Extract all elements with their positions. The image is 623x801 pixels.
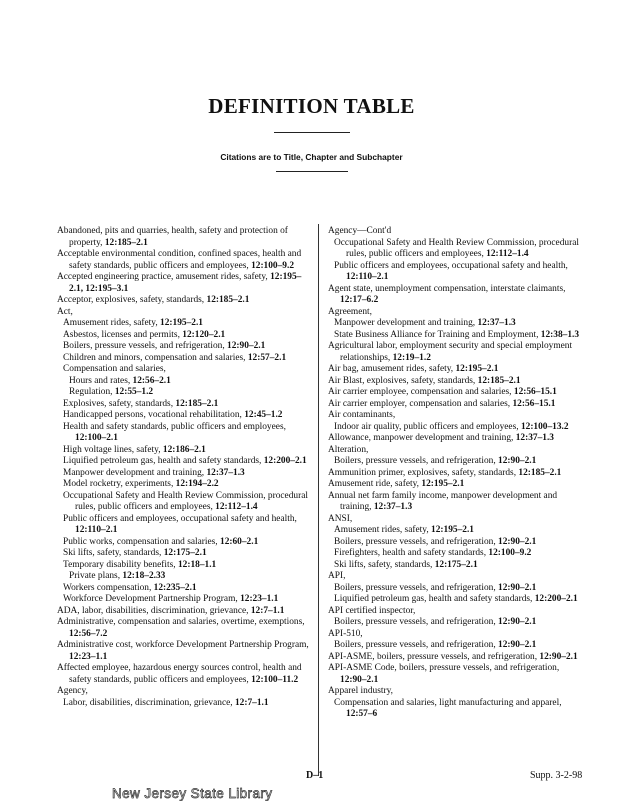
right-column	[328, 226, 585, 721]
entry-term: Ski lifts, safety, standards,	[63, 548, 164, 558]
entry-term: Firefighters, health and safety standards,	[334, 548, 489, 558]
entry-term: Boilers, pressure vessels, and refrigeration,	[334, 536, 499, 547]
entry-citation: 12:200–2.1	[263, 456, 307, 466]
entry-term: Public officers and employees, occupational safety and health,	[63, 513, 297, 524]
entry-citation: 12:90–2.1	[539, 651, 578, 662]
entry-citation: 12:112–1.4	[486, 249, 529, 259]
supplement-date: Supp. 3-2-98	[530, 770, 583, 781]
entry-term: Amusement ride, safety,	[328, 479, 422, 489]
index-entry	[57, 606, 313, 618]
index-entry	[57, 249, 313, 272]
entry-citation: 12:195–2.1	[455, 364, 499, 374]
entry-term: Labor, disabilities, discrimination, grievance,	[63, 697, 235, 708]
index-entry	[328, 629, 585, 641]
entry-term: API,	[328, 571, 346, 581]
entry-term: Boilers, pressure vessels, and refrigeration,	[334, 617, 499, 627]
entry-term: Accepted engineering practice, amusement rides, safety,	[57, 272, 271, 282]
entry-citation: 12:45–1.2	[244, 410, 283, 420]
entry-citation: 12:57–6	[346, 709, 378, 719]
entry-term: Explosives, safety, standards,	[63, 398, 176, 409]
index-entry	[334, 456, 585, 468]
entry-citation: 12:7–1.1	[250, 605, 285, 616]
index-entry	[334, 640, 585, 652]
entry-term: Administrative, compensation and salaries, overtime, exemptions,	[57, 617, 305, 627]
entry-citation: 12:37–1.3	[515, 433, 554, 443]
index-entry	[328, 364, 585, 376]
page-subtitle: Citations are to Title, Chapter and Subchapter	[220, 152, 403, 162]
entry-term: Administrative cost, workforce Development Partnership Program,	[57, 640, 309, 650]
entry-citation: 12:90–2.1	[227, 341, 266, 351]
entry-term: Liquified petroleum gas, health and safety standards,	[334, 594, 535, 604]
entry-term: API-ASME, boilers, pressure vessels, and refrigeration,	[328, 651, 540, 662]
entry-term: High voltage lines, safety,	[63, 444, 163, 455]
index-entry	[328, 445, 585, 457]
index-entry	[57, 617, 313, 640]
entry-citation: 12:195–2.1	[421, 479, 465, 489]
entry-citation: 12:185–2.1	[206, 295, 250, 305]
entry-term: Air contaminants,	[328, 410, 396, 420]
index-entry	[63, 353, 313, 365]
entry-term: Public works, compensation and salaries,	[63, 536, 220, 547]
entry-term: Abandoned, pits and quarries, health, safety and protection of property,	[57, 226, 288, 248]
entry-citation: 12:90–2.1	[498, 640, 537, 650]
entry-citation: 12:112–1.4	[215, 502, 258, 512]
index-entry	[63, 491, 313, 514]
entry-citation: 12:7–1.1	[234, 697, 269, 708]
entry-citation: 12:194–2.2	[175, 479, 219, 489]
entry-term: Private plans,	[69, 571, 123, 581]
entry-term: Agent state, unemployment compensation, interstate claimants,	[328, 283, 566, 294]
entry-term: Manpower development and training,	[63, 467, 207, 478]
entry-citation: 12:195–2.1, 12:195–3.1	[69, 272, 302, 294]
index-entry	[328, 341, 585, 364]
entry-citation: 12:120–2.1	[182, 329, 226, 340]
index-entry	[328, 307, 585, 319]
index-entry	[63, 330, 313, 342]
index-entry	[63, 560, 313, 572]
entry-term: Agency,	[57, 686, 88, 696]
index-entry	[63, 364, 313, 376]
entry-citation: 12:56–15.1	[512, 398, 556, 409]
index-entry	[63, 445, 313, 457]
entry-term: Apparel industry,	[328, 686, 394, 696]
entry-term: Workers compensation,	[63, 582, 154, 593]
entry-citation: 12:100–9.2	[251, 260, 295, 271]
index-entry	[63, 537, 313, 549]
entry-citation: 12:17–6.2	[340, 295, 379, 305]
index-entry	[334, 583, 585, 595]
entry-term: Health and safety standards, public officers and employees,	[63, 421, 286, 432]
index-entry	[63, 341, 313, 353]
entry-term: Air carrier employee, compensation and salaries,	[328, 387, 514, 397]
index-entry	[328, 652, 585, 664]
entry-term: Boilers, pressure vessels, and refrigeration,	[334, 640, 499, 650]
index-entry	[63, 318, 313, 330]
index-entry	[334, 261, 585, 284]
entry-citation: 12:56–15.1	[513, 387, 557, 397]
entry-citation: 12:185–2.1	[175, 398, 219, 409]
title-rule-top	[274, 132, 350, 133]
index-entry	[63, 583, 313, 595]
index-entry	[328, 410, 585, 422]
index-entry	[69, 387, 313, 399]
index-entry	[334, 617, 585, 629]
index-entry	[57, 686, 313, 698]
index-entry	[328, 376, 585, 388]
entry-citation: 12:100–2.1	[75, 433, 118, 443]
index-entry	[328, 387, 585, 399]
entry-citation: 12:175–2.1	[163, 548, 207, 558]
entry-term: Amusement rides, safety,	[63, 318, 161, 328]
entry-term: Ski lifts, safety, standards,	[334, 559, 435, 570]
index-entry	[63, 456, 313, 468]
index-entry	[328, 226, 585, 238]
index-entry	[334, 537, 585, 549]
index-entry	[334, 560, 585, 572]
entry-term: ANSI,	[328, 513, 353, 524]
entry-citation: 12:90–2.1	[498, 536, 537, 547]
entry-citation: 12:38–1.3	[540, 329, 580, 340]
index-entry	[63, 410, 313, 422]
index-entry	[57, 226, 313, 249]
index-entry	[334, 698, 585, 721]
entry-term: ADA, labor, disabilities, discrimination, grievance,	[57, 605, 251, 616]
entry-citation: 12:100–13.2	[520, 421, 569, 432]
entry-citation: 12:56–7.2	[69, 628, 108, 639]
index-entry	[63, 594, 313, 606]
title-rule-bottom	[276, 171, 348, 172]
index-entry	[328, 686, 585, 698]
entry-citation: 12:195–2.1	[160, 318, 203, 328]
entry-term: Children and minors, compensation and salaries,	[63, 352, 248, 363]
index-entry	[57, 663, 313, 686]
index-entry	[328, 479, 585, 491]
entry-citation: 12:60–2.1	[220, 536, 259, 547]
entry-citation: 12:23–1.1	[240, 594, 279, 604]
index-entry	[334, 238, 585, 261]
index-entry	[57, 272, 313, 295]
entry-term: Annual net farm family income, manpower development and training,	[328, 490, 558, 512]
entry-citation: 12:18–2.33	[122, 571, 166, 581]
entry-term: Temporary disability benefits,	[63, 559, 178, 570]
entry-term: Indoor air quality, public officers and employees,	[334, 421, 521, 432]
entry-citation: 12:55–1.2	[114, 387, 154, 397]
entry-term: Compensation and salaries,	[63, 364, 166, 374]
entry-term: Occupational Safety and Health Review Commission, procedural rules, public officers and employees,	[334, 237, 579, 259]
entry-citation: 12:57–2.1	[247, 352, 287, 363]
entry-term: Acceptor, explosives, safety, standards,	[57, 295, 207, 305]
entry-term: Agricultural labor, employment security and special employment relationships,	[328, 341, 573, 363]
index-entry	[328, 514, 585, 526]
entry-term: Liquified petroleum gas, health and safety standards,	[63, 456, 264, 466]
index-entry	[57, 295, 313, 307]
index-entry	[63, 479, 313, 491]
entry-term: Air carrier employer, compensation and salaries,	[328, 398, 513, 409]
entry-term: Occupational Safety and Health Review Commission, procedural rules, public officers and employees,	[63, 490, 308, 512]
index-entry	[328, 571, 585, 583]
entry-term: Air Blast, explosives, safety, standards,	[328, 375, 478, 386]
entry-citation: 12:175–2.1	[434, 559, 478, 570]
entry-citation: 12:90–2.1	[498, 456, 537, 466]
entry-term: Acceptable environmental condition, confined spaces, health and safety standards, public officers and employees,	[57, 249, 302, 271]
entry-term: Air bag, amusement rides, safety,	[328, 364, 456, 374]
entry-term: Alteration,	[328, 444, 369, 455]
entry-citation: 12:90–2.1	[498, 582, 537, 593]
index-entry	[63, 548, 313, 560]
entry-term: Workforce Development Partnership Program,	[63, 594, 241, 604]
index-entry	[328, 399, 585, 411]
entry-term: Compensation and salaries, light manufacturing and apparel,	[334, 697, 562, 708]
index-entry	[328, 606, 585, 618]
index-entry	[334, 548, 585, 560]
entry-citation: 12:23–1.1	[69, 651, 108, 662]
index-entry	[334, 525, 585, 537]
index-entry	[63, 698, 313, 710]
entry-citation: 12:37–1.3	[373, 502, 413, 512]
entry-citation: 12:185–2.1	[518, 467, 562, 478]
entry-term: Allowance, manpower development and training,	[328, 433, 516, 443]
index-entry	[63, 422, 313, 445]
entry-term: API certified inspector,	[328, 605, 416, 616]
index-entry	[63, 468, 313, 480]
entry-term: API-510,	[328, 628, 363, 639]
entry-term: Boilers, pressure vessels, and refrigeration,	[334, 582, 499, 593]
index-entry	[334, 330, 585, 342]
column-divider	[318, 224, 319, 776]
entry-term: Affected employee, hazardous energy sources control, health and safety standards, public officers and employees,	[57, 663, 302, 685]
entry-term: Boilers, pressure vessels, and refrigeration,	[63, 341, 228, 351]
index-entry	[57, 640, 313, 663]
index-entry	[334, 594, 585, 606]
entry-citation: 12:185–2.1	[477, 375, 521, 386]
entry-citation: 12:90–2.1	[498, 617, 537, 627]
index-entry	[328, 433, 585, 445]
entry-term: Amusement rides, safety,	[334, 525, 432, 535]
index-entry	[57, 307, 313, 319]
entry-term: Model rocketry, experiments,	[63, 479, 176, 489]
entry-term: Asbestos, licenses and permits,	[63, 329, 183, 340]
entry-term: Act,	[57, 306, 73, 317]
entry-term: Regulation,	[69, 387, 115, 397]
left-column	[57, 226, 313, 709]
entry-term: State Business Alliance for Training and Employment,	[334, 329, 541, 340]
entry-citation: 12:18–1.1	[177, 559, 217, 570]
entry-citation: 12:100–11.2	[251, 674, 299, 685]
index-entry	[328, 491, 585, 514]
page-title: DEFINITION TABLE	[208, 94, 415, 118]
entry-citation: 12:110–2.1	[75, 525, 118, 535]
entry-citation: 12:100–9.2	[488, 548, 532, 558]
entry-citation: 12:195–2.1	[431, 525, 474, 535]
page-number: D–1	[306, 770, 324, 781]
entry-term: Public officers and employees, occupational safety and health,	[334, 260, 568, 271]
index-entry	[63, 514, 313, 537]
entry-term: Agency—Cont'd	[328, 226, 392, 236]
entry-term: Handicapped persons, vocational rehabilitation,	[63, 410, 245, 420]
index-entry	[69, 376, 313, 388]
entry-term: API-ASME Code, boilers, pressure vessels, and refrigeration,	[328, 663, 560, 673]
index-entry	[63, 399, 313, 411]
index-entry	[328, 284, 585, 307]
entry-term: Ammunition primer, explosives, safety, standards,	[328, 467, 519, 478]
entry-citation: 12:110–2.1	[346, 272, 389, 282]
entry-term: Agreement,	[328, 306, 372, 317]
index-entry	[328, 468, 585, 480]
entry-term: Manpower development and training,	[334, 318, 478, 328]
entry-citation: 12:56–2.1	[132, 375, 171, 386]
index-entry	[334, 318, 585, 330]
entry-citation: 12:37–1.3	[206, 467, 245, 478]
entry-term: Hours and rates,	[69, 375, 133, 386]
entry-citation: 12:37–1.3	[477, 318, 516, 328]
index-entry	[334, 422, 585, 434]
entry-citation: 12:235–2.1	[153, 582, 197, 593]
entry-citation: 12:90–2.1	[340, 674, 379, 685]
entry-term: Boilers, pressure vessels, and refrigeration,	[334, 456, 499, 466]
library-stamp: New Jersey State Library	[112, 786, 273, 801]
entry-citation: 12:200–2.1	[534, 594, 578, 604]
index-entry	[69, 571, 313, 583]
entry-citation: 12:186–2.1	[162, 444, 206, 455]
entry-citation: 12:19–1.2	[392, 352, 431, 363]
entry-citation: 12:185–2.1	[104, 237, 148, 248]
index-entry	[328, 663, 585, 686]
